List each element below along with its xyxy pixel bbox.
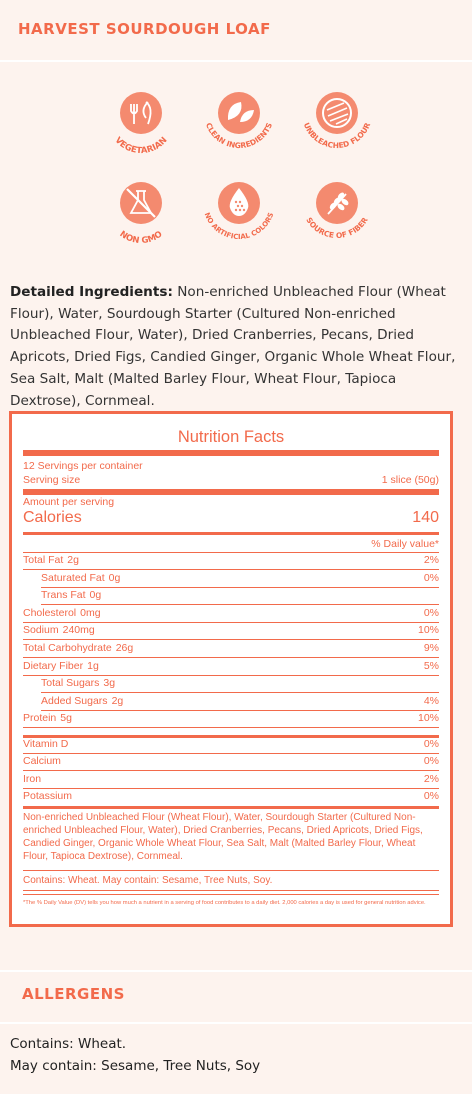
nutrient-dv: 0%	[423, 571, 439, 584]
allergens-contains: Contains: Wheat.	[10, 1036, 127, 1052]
vegetarian-icon	[96, 88, 186, 168]
nutrient-row	[23, 589, 439, 603]
badge-label: NO ARTIFICIAL COLORS	[202, 211, 276, 242]
vitamin-row: Potassium 0%	[23, 789, 439, 802]
panel-footnote: *The % Daily Value (DV) tells you how much a nutrient in a serving of food contributes to a daily diet. 2,000 calories a day is used for general nutrition advice.	[23, 900, 426, 906]
nutrient-row	[23, 712, 439, 726]
serving-size-row: Serving size 1 slice (50g)	[23, 474, 439, 486]
vitamin-row: Vitamin D 0%	[23, 738, 439, 750]
nutrient-dv: 9%	[423, 642, 439, 654]
nutrient-row	[23, 642, 439, 656]
servings-row: 12 Servings per container	[23, 460, 143, 472]
nutrient-row	[23, 677, 439, 691]
vitamin-row: Calcium 0%	[23, 755, 439, 768]
nutrient-row	[23, 624, 439, 638]
nutrient-row	[23, 554, 439, 568]
nutrient-name: Saturated Fat 0g	[41, 571, 121, 584]
calories-row: Calories 140	[23, 509, 439, 526]
non-gmo-icon	[96, 178, 186, 258]
allergens-title: ALLERGENS	[22, 985, 125, 1003]
svg-text:NON GMO	[118, 229, 165, 246]
nutrient-name: Total Carbohydrate 26g	[23, 642, 134, 654]
nutrient-row	[23, 607, 439, 621]
badge-grid	[96, 88, 386, 258]
badge-label: VEGETARIAN	[112, 135, 170, 157]
nutrient-dv: 10%	[417, 624, 439, 637]
vitamin-row: Iron 2%	[23, 772, 439, 785]
dv-header: % Daily value*	[371, 538, 439, 550]
no-colors-icon	[194, 178, 284, 258]
nutrient-dv: 0%	[423, 606, 439, 619]
nutrient-name: Total Sugars 3g	[41, 677, 116, 690]
badge-label: SOURCE OF FIBER	[304, 215, 370, 241]
nutrition-title: Nutrition Facts	[177, 428, 285, 446]
badge-vegetarian	[96, 88, 186, 168]
nutrient-name: Total Fat 2g	[23, 554, 79, 566]
panel-contains: Contains: Wheat. May contain: Sesame, Tree Nuts, Soy.	[23, 875, 273, 886]
flour-icon	[292, 88, 382, 168]
nutrient-name: Added Sugars 2g	[41, 694, 124, 707]
product-title: HARVEST SOURDOUGH LOAF	[18, 20, 271, 38]
amount-per-serving: Amount per serving	[23, 496, 115, 508]
nutrient-dv: 4%	[423, 694, 439, 707]
badge-label: NON GMO	[117, 229, 165, 247]
badge-label: CLEAN INGREDIENTS	[203, 121, 275, 151]
nutrient-dv: 5%	[423, 659, 439, 672]
nutrient-name: Sodium 240mg	[23, 624, 95, 637]
nutrient-name: Trans Fat 0g	[41, 589, 102, 602]
nutrient-name: Protein 5g	[23, 712, 72, 725]
nutrient-row	[23, 572, 439, 586]
badge-source-of-fiber	[292, 178, 382, 258]
badge-non-gmo	[96, 178, 186, 258]
nutrient-dv: 10%	[417, 712, 439, 725]
nutrient-row	[23, 695, 439, 709]
badge-unbleached-flour	[292, 88, 382, 168]
nutrient-row	[23, 660, 439, 674]
panel-ingredients: Non-enriched Unbleached Flour (Wheat Flour), Water, Sourdough Starter (Cultured Non-enriched Unbleached Flour, Water), Dried Cranberries, Pecans, Dried Apricots, Dried Figs, Candied Ginger, Organic Whole Wheat Flour, Sea Salt, Malt (Malted Barley Flour, Wheat Flour, Tapioca Dextrose), Cornmeal.	[23, 812, 423, 862]
allergens-may-contain: May contain: Sesame, Tree Nuts, Soy	[10, 1058, 261, 1074]
nutrient-name: Cholesterol 0mg	[23, 606, 101, 619]
badge-clean-ingredients	[194, 88, 284, 168]
header-band	[0, 0, 472, 60]
ingredients-label: Detailed Ingredients:	[10, 284, 173, 300]
nutrient-dv: 2%	[423, 554, 439, 566]
badge-label: UNBLEACHED FLOUR	[301, 121, 373, 151]
nutrient-name: Dietary Fiber 1g	[23, 659, 99, 672]
nutrition-facts-panel	[9, 411, 453, 927]
ingredients-text: Non-enriched Unbleached Flour (Wheat Flour), Water, Sourdough Starter (Cultured Non-enriched Unbleached Flour, Water), Dried Cranberries, Pecans, Dried Apricots, Dried Figs, Candied Ginger, Organic Whole Wheat Flour, Sea Salt, Malt (Malted Barley Flour, Wheat Flour, Tapioca Dextrose), Cornmeal.	[10, 284, 456, 409]
svg-text:VEGETARIAN	[113, 135, 170, 156]
leaf-icon	[194, 88, 284, 168]
badge-no-artificial-colors	[194, 178, 284, 258]
detailed-ingredients	[10, 282, 464, 412]
wheat-icon	[292, 178, 382, 258]
